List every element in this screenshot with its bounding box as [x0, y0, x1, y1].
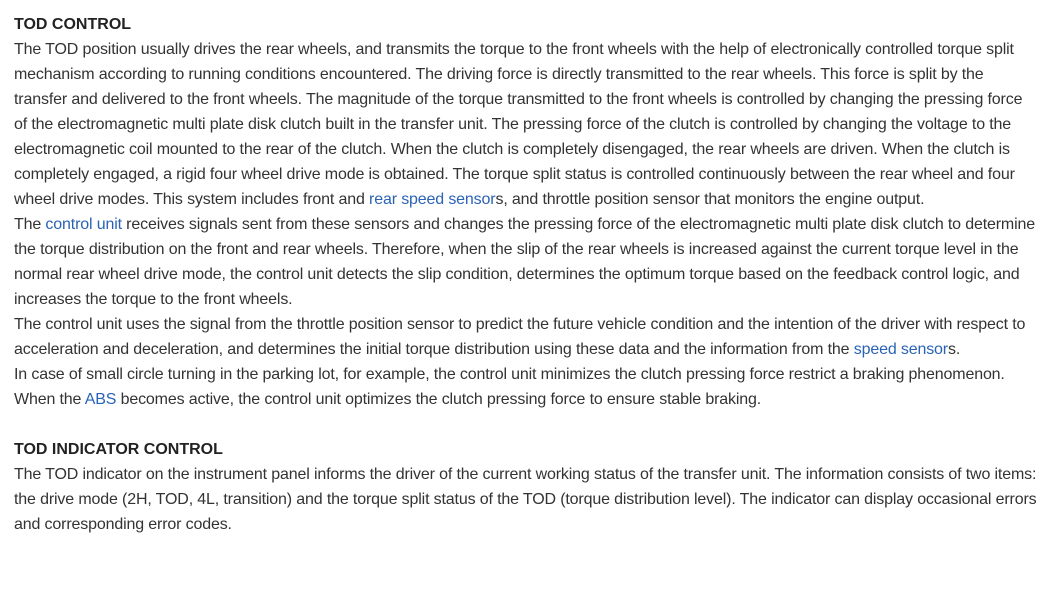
- section-spacer: [14, 412, 1037, 437]
- text-run: The TOD position usually drives the rear wheels, and transmits the torque to the front wheels with the help of electronically controlled torque split mechanism according to running conditions encountered. The driving force is directly transmitted to the rear wheels. This force is split by the transfer and delivered to the front wheels. The magnitude of the torque transmitted to the front wheels is controlled by changing the pressing force of the electromagnetic multi plate disk clutch built in the transfer unit. The pressing force of the clutch is controlled by changing the voltage to the electromagnetic coil mounted to the rear of the clutch. When the clutch is completely disengaged, the rear wheels are driven. When the clutch is completely engaged, a rigid four wheel drive mode is obtained. The torque split status is controlled continuously between the rear wheel and four wheel drive modes. This system includes front and: [14, 41, 1023, 208]
- text-run: becomes active, the control unit optimizes the clutch pressing force to ensure stable braking.: [116, 391, 762, 408]
- paragraph: [14, 37, 1037, 212]
- link-abs[interactable]: ABS: [84, 391, 117, 408]
- text-run: receives signals sent from these sensors and changes the pressing force of the electromagnetic multi plate disk clutch to determine the torque distribution on the front and rear wheels. Therefore, when the slip of the rear wheels is increased against the current torque level in the normal rear wheel drive mode, the control unit detects the slip condition, determines the optimum torque based on the feedback control logic, and increases the torque to the front wheels.: [14, 216, 1036, 308]
- paragraph: [14, 362, 1037, 412]
- section-tod-control: [14, 12, 1037, 412]
- text-run: s, and throttle position sensor that monitors the engine output.: [495, 191, 925, 208]
- paragraph: [14, 462, 1037, 537]
- section-title: TOD CONTROL: [14, 16, 132, 33]
- text-run: The TOD indicator on the instrument panel informs the driver of the current working status of the transfer unit. The information consists of two items: the drive mode (2H, TOD, 4L, transition) and the torque split status of the TOD (torque distribution level). The indicator can display occasional errors and corresponding error codes.: [14, 466, 1037, 533]
- text-run: In case of small circle turning in the parking lot, for example, the control unit minimizes the clutch pressing force restrict a braking phenomenon. When the: [14, 366, 1005, 408]
- link-speed-sensor[interactable]: speed sensor: [853, 341, 948, 358]
- paragraph: [14, 212, 1037, 312]
- text-run: s.: [947, 341, 961, 358]
- link-rear-speed-sensor[interactable]: rear speed sensor: [369, 191, 496, 208]
- section-tod-indicator-control: [14, 437, 1037, 537]
- section-title: TOD INDICATOR CONTROL: [14, 441, 223, 458]
- text-run: The: [14, 216, 46, 233]
- link-control-unit[interactable]: control unit: [45, 216, 122, 233]
- text-run: The control unit uses the signal from the throttle position sensor to predict the future vehicle condition and the intention of the driver with respect to acceleration and deceleration, and determines the initial torque distribution using these data and the information from the: [14, 316, 1026, 358]
- paragraph: [14, 312, 1037, 362]
